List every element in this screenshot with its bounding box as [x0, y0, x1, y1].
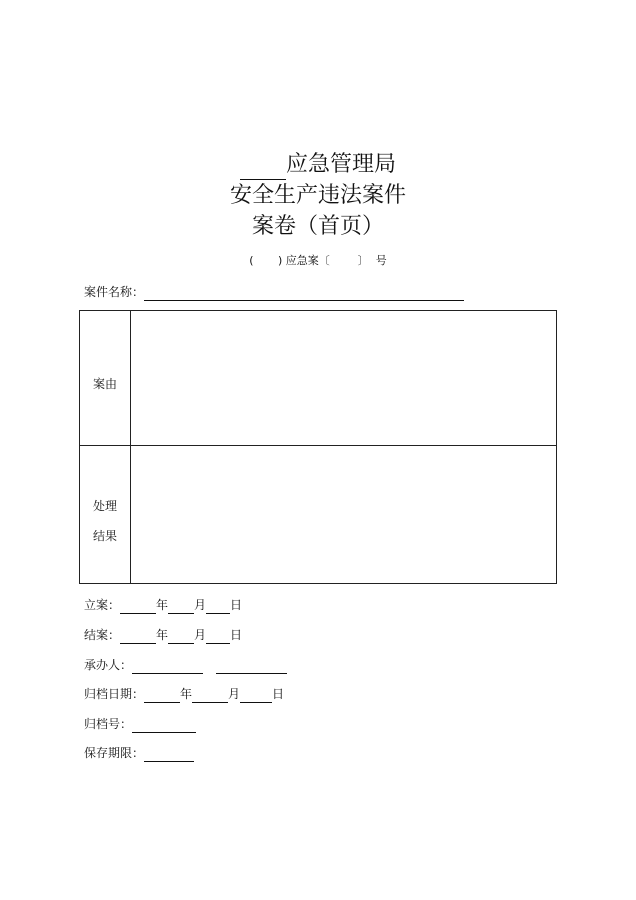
handler-field-1[interactable] [132, 659, 203, 674]
agency-suffix: 应急管理局 [285, 152, 396, 177]
archive-day-unit: 日 [272, 687, 285, 701]
filing-date-label: 立案： [84, 598, 121, 612]
closing-date-label: 结案： [84, 628, 121, 642]
closing-year-field[interactable] [120, 629, 156, 644]
archive-month-field[interactable] [192, 688, 228, 703]
handler-row [84, 656, 287, 674]
case-reason-cell[interactable] [131, 311, 556, 445]
handler-label: 承办人： [84, 658, 133, 672]
retention-period-label: 保存期限： [84, 746, 145, 760]
agency-name-blank[interactable] [240, 155, 286, 180]
closing-day-unit: 日 [230, 628, 243, 642]
archive-month-unit: 月 [228, 687, 241, 701]
archive-day-field[interactable] [240, 688, 272, 703]
filing-year-field[interactable] [120, 599, 156, 614]
filing-year-unit: 年 [156, 598, 169, 612]
document-title-agency [0, 150, 636, 180]
closing-day-field[interactable] [206, 629, 230, 644]
handling-result-label-line1: 处理 [92, 499, 117, 513]
archive-year-unit: 年 [180, 687, 193, 701]
case-name-field[interactable] [144, 286, 464, 301]
closing-month-unit: 月 [194, 628, 207, 642]
handling-result-label-line2: 结果 [92, 529, 117, 543]
handler-field-2[interactable] [216, 659, 287, 674]
closing-year-unit: 年 [156, 628, 169, 642]
case-reason-label: 案由 [92, 377, 117, 391]
filing-month-field[interactable] [168, 599, 194, 614]
archive-number-field[interactable] [132, 718, 196, 733]
archive-number-label: 归档号： [84, 717, 133, 731]
retention-period-row [84, 744, 194, 762]
case-number-line: ( ) 应急案〔 〕 号 [249, 254, 387, 267]
filing-day-unit: 日 [230, 598, 243, 612]
document-title-line2: 安全生产违法案件 [229, 183, 406, 208]
closing-date-row [84, 626, 242, 644]
case-summary-table [79, 310, 557, 584]
filing-day-field[interactable] [206, 599, 230, 614]
case-name-row [84, 283, 464, 301]
handling-result-cell[interactable] [131, 446, 556, 583]
retention-period-field[interactable] [144, 747, 194, 762]
document-title-line3: 案卷（首页） [251, 214, 384, 239]
archive-year-field[interactable] [144, 688, 180, 703]
handling-result-label [80, 491, 130, 551]
closing-month-field[interactable] [168, 629, 194, 644]
archive-date-label: 归档日期： [84, 687, 145, 701]
filing-month-unit: 月 [194, 598, 207, 612]
archive-number-row [84, 715, 196, 733]
archive-date-row [84, 685, 284, 703]
case-name-label: 案件名称： [84, 285, 145, 299]
filing-date-row [84, 596, 242, 614]
